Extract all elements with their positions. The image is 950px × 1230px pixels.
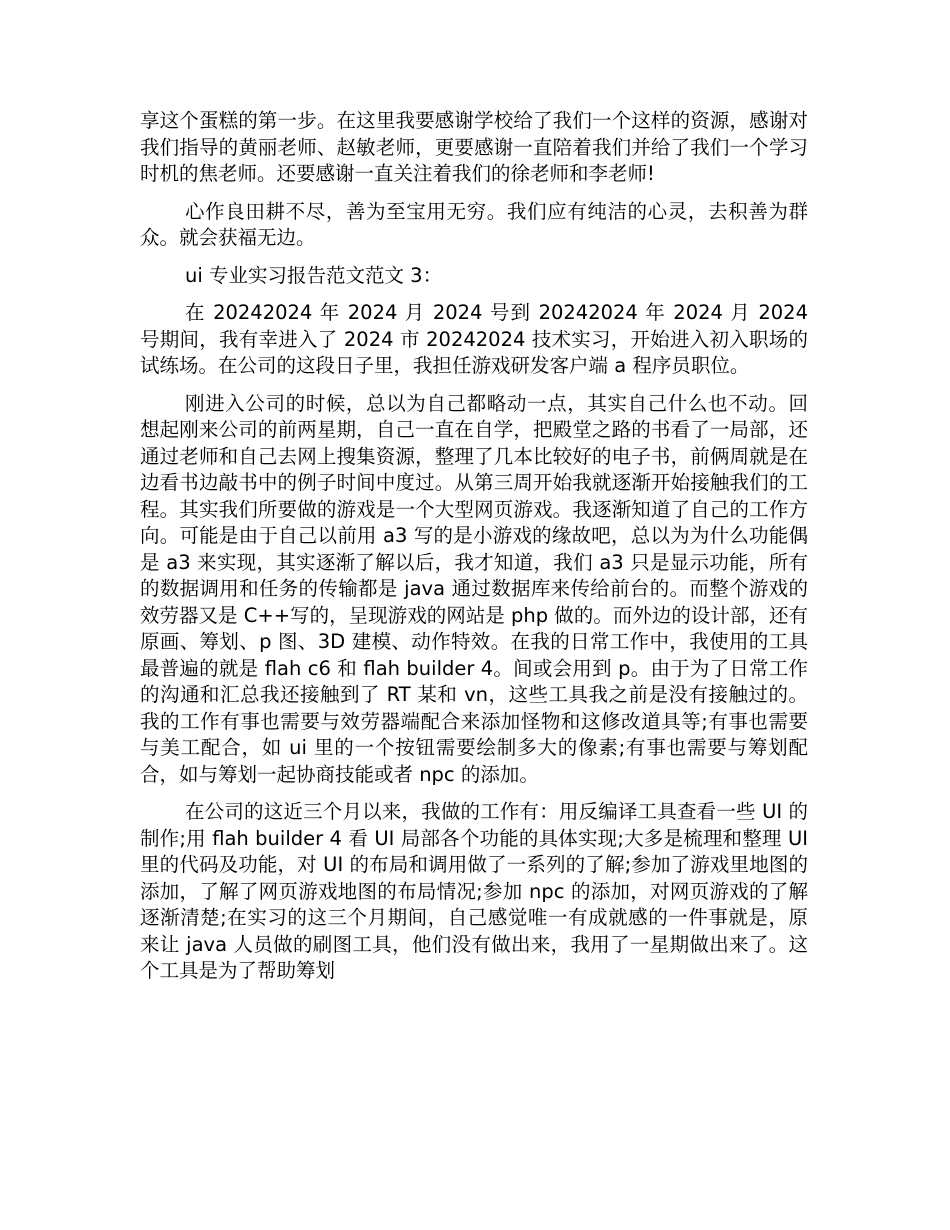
document-page <box>140 108 808 996</box>
paragraph-intro: 在 20242024 年 2024 月 2024 号到 20242024 年 2024 月 2024 号期间，我有幸进入了 2024 市 20242024 技术实习，开始进入初入职场的试练场。在公司的这段日子里，我担任游戏研发客户端 a 程序员职位。 <box>140 301 808 377</box>
paragraph-work-summary: 在公司的这近三个月以来，我做的工作有：用反编译工具查看一些 UI 的制作;用 flah builder 4 看 UI 局部各个功能的具体实现;大多是梳理和整理 UI 里的代码及功能，对 UI 的布局和调用做了一系列的了解;参加了游戏里地图的添加，了解了网页游戏地图的布局情况;参加 npc 的添加，对网页游戏的了解逐渐清楚;在实习的这三个月期间，自己感觉唯一有成就感的一件事就是，原来让 java 人员做的刷图工具，他们没有做出来，我用了一星期做出来了。这个工具是为了帮助筹划 <box>140 800 808 982</box>
paragraph-heading: ui 专业实习报告范文范文 3： <box>185 263 443 287</box>
paragraph-proverb: 心作良田耕不尽，善为至宝用无穷。我们应有纯洁的心灵，去积善为群众。就会获福无边。 <box>140 199 808 249</box>
paragraph-work-start: 刚进入公司的时候，总以为自己都略动一点，其实自己什么也不动。回想起刚来公司的前两星期，自己一直在自学，把殿堂之路的书看了一局部，还通过老师和自己去网上搜集资源，整理了几本比较好的电子书，前俩周就是在边看书边敲书中的例子时间中度过。从第三周开始我就逐渐开始接触我们的工程。其实我们所要做的游戏是一个大型网页游戏。我逐渐知道了自己的工作方向。可能是由于自己以前用 a3 写的是小游戏的缘故吧，总以为为什么功能偶是 a3 来实现，其实逐渐了解以后，我才知道，我们 a3 只是显示功能，所有的数据调用和任务的传输都是 java 通过数据库来传给前台的。而整个游戏的效劳器又是 C++写的，呈现游戏的网站是 php 做的。而外边的设计部，还有原画、筹划、p 图、3D 建模、动作特效。在我的日常工作中，我使用的工具最普遍的就是 flah c6 和 flah builder 4。间或会用到 p。由于为了日常工作的沟通和汇总我还接触到了 RT 某和 vn，这些工具我之前是没有接触过的。我的工作有事也需要与效劳器端配合来添加怪物和这修改道具等;有事也需要与美工配合，如 ui 里的一个按钮需要绘制多大的像素;有事也需要与筹划配合，如与筹划一起协商技能或者 npc 的添加。 <box>140 391 808 786</box>
paragraph-thanks: 享这个蛋糕的第一步。在这里我要感谢学校给了我们一个这样的资源，感谢对我们指导的黄丽老师、赵敏老师，更要感谢一直陪着我们并给了我们一个学习时机的焦老师。还要感谢一直关注着我们的徐老师和李老师! <box>140 109 808 185</box>
